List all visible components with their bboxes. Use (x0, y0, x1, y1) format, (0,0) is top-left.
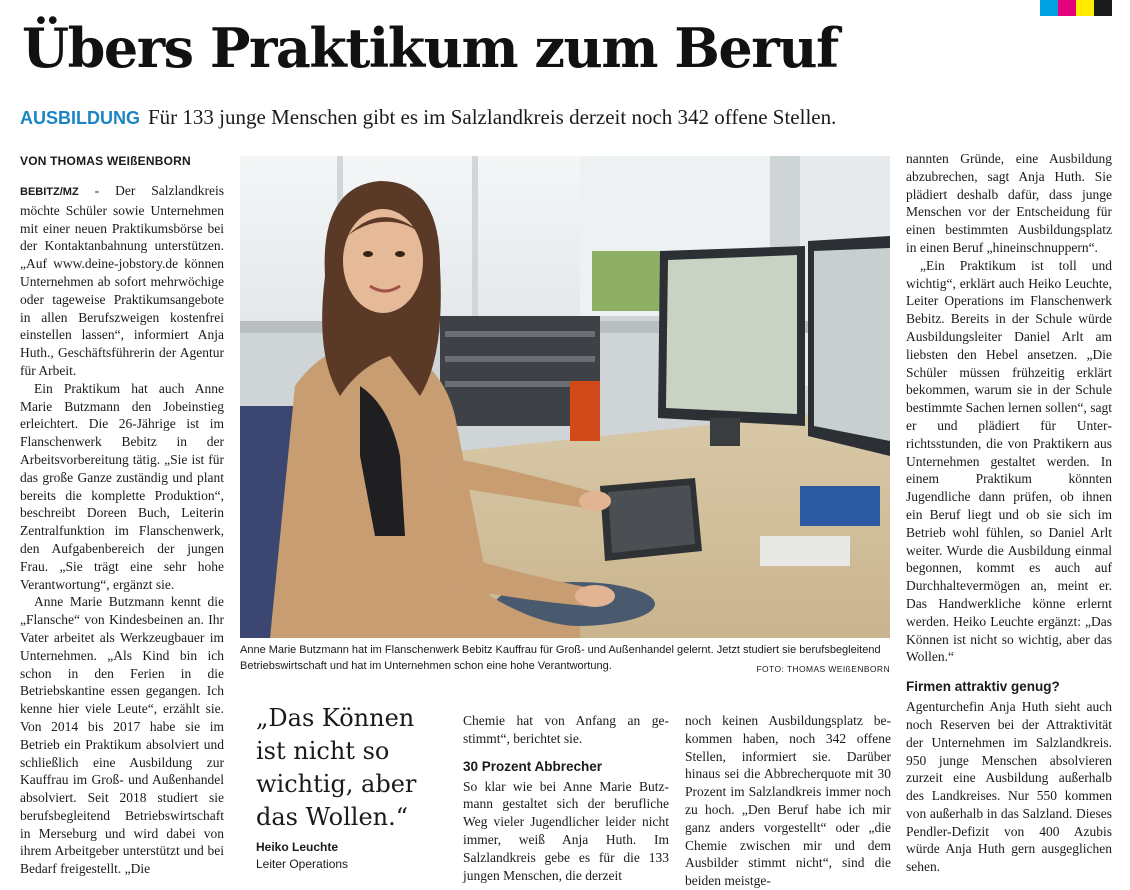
paragraph: Agenturchefin Anja Huth sieht auch noch Reserven bei der Attraktivität der Unternehmen im Salzlandkreis. 950 junge Menschen absolvieren zurzeit eine Ausbildung außerhalb des Landkreises. Nur 550 kommen von außerhalb in das Salzland. Dieses Pendler-Defizit von 400 Azubis würde Anja Huth gern ausgeglichen sehen. (906, 699, 1112, 875)
paragraph: Ein Praktikum hat auch Anne Marie Butzmann den Jobeinstieg erleichtert. Die 26-Jährige ist im Flanschenwerk Bebitz in der Arbeitsvorbereitung tätig. „Sie ist für das große Ganze zuständig und plant bereits die komplette Produktion“, beschreibt Doreen Buch, Leiterin Zentralfunktion im Flanschenwerk, den Aufgabenbereich der jungen Frau. „Sie trägt eine sehr hohe Verantwortung“, ergänzt sie. (20, 380, 224, 592)
office-scene-image (240, 156, 890, 638)
column-3 (463, 712, 669, 884)
photo-caption-text: Anne Marie Butzmann hat im Flanschenwerk Bebitz Kauffrau für Groß- und Außenhandel gelernt. Jetzt studiert sie berufsbegleitend Betriebswirtschaft und hat im Unternehmen schon eine hohe Verantwortung. (240, 644, 881, 672)
section-subhead: Firmen attraktiv genug? (906, 679, 1060, 695)
paragraph: „Ein Praktikum ist toll und wichtig“, erklärt auch Heiko Leuchte, Leiter Operations im Flanschenwerk Bebitz. Bereits in der Schule würde Ausbildungsleiter Daniel Arlt am liebsten den Hebel ansetzen. „Die Schüler müssen frühzeitig erklärt bekommen, warum sie in der Schule bestimmte Sachen lernen sollen“, sagt er und plädiert für Unterrichtsstunden, die von Praktikern aus Unternehmen gestaltet werden. In einem Praktikum könnten Jugendliche dann prüfen, ob ihnen ein Beruf liegt und ob sie sich im Betrieb wohl fühlen, so Daniel Arlt weiter. Wurde die Ausbildung einmal begonnen, kommt es auch auf Durchhaltevermögen an, meint er. Das Handwerkliche könne erlernt werden. Heiko Leuchte ergänzt: „Das Können ist nicht so wichtig, aber das Wollen.“ (906, 257, 1112, 665)
magenta-swatch (1058, 0, 1076, 16)
article-photo (240, 156, 890, 638)
dateline: BEBITZ/MZ (20, 186, 79, 198)
byline: VON THOMAS WEIßENBORN (20, 154, 191, 168)
photo-caption (240, 642, 890, 677)
column-5 (906, 150, 1112, 876)
yellow-swatch (1076, 0, 1094, 16)
print-color-bar (1040, 0, 1112, 16)
paragraph: Chemie hat von Anfang an gestimmt“, berichtet sie. (463, 713, 669, 746)
cyan-swatch (1040, 0, 1058, 16)
subheadline-text: Für 133 junge Menschen gibt es im Salzlandkreis derzeit noch 342 offene Stellen. (148, 105, 837, 129)
paragraph: Anne Marie Butzmann kennt die „Flansche“ von Kindesbeinen an. Ihr Vater arbeitet als Werkzeugbauer im Unternehmen. „Als Kind bin ich schon in den Ferien in die Betriebskantine essen gegangen. Ich kenne hier viele Leute“, erzählt sie. Von 2014 bis 2017 habe sie im Betrieb ein Praktikum absolviert und schließlich eine Ausbildung zur Kauffrau im Groß- und Außenhandel absolviert. Seit 2018 studiert sie berufsbegleitend Betriebswirtschaft in Merseburg und wird dabei von ihrem Arbeitgeber unterstützt und bei Bedarf freigestellt. „Die (20, 594, 224, 877)
headline: Übers Praktikum zum Beruf (22, 16, 838, 80)
paragraph: So klar wie bei Anne Marie Butzmann gestaltet sich der berufliche Weg vieler Jugendlicher leider nicht immer, weiß Anja Huth. Im Salzlandkreis gebe es für die 133 jungen Menschen, die derzeit (463, 778, 669, 883)
section-subhead: 30 Prozent Abbrecher (463, 758, 603, 774)
paragraph: noch keinen Ausbildungsplatz bekommen haben, noch 342 offene Stellen, informiert sie. Darüber hinaus sei die Abbrecherquote mit 30 Prozent im Salzlandkreis immer noch zu hoch. „Den Beruf habe ich mir ganz anders vorgestellt“ oder „die Chemie zwischen mir und dem Ausbilder stimmt nicht“, sind die beiden meistge- (685, 713, 891, 889)
subheadline (20, 104, 836, 131)
column-4 (685, 712, 891, 890)
black-swatch (1094, 0, 1112, 16)
paragraph: nannten Gründe, eine Ausbildung abzubrechen, sagt Anja Huth. Sie plädiert deshalb dafür, dass junge Menschen vor der Entscheidung für einen bestimmten Ausbildungsplatz in einen Beruf „hineinschnuppern“. (906, 151, 1112, 255)
pull-quote: „Das Können ist nicht so wichtig, aber das Wollen.“ (256, 704, 417, 831)
column-1 (20, 182, 224, 878)
photo-credit: FOTO: THOMAS WEIßENBORN (756, 664, 890, 674)
kicker: AUSBILDUNG (20, 108, 140, 128)
quote-name: Heiko Leuchte (256, 840, 339, 854)
paragraph: BEBITZ/MZ - Der Salzlandkreis möchte Schüler sowie Unternehmen mit einer neuen Praktikumsbörse bei der Kontaktanbahnung unterstützen. „Auf www.deine-jobstory.de können Unternehmen ab sofort mehrwöchige oder tageweise Praktikumsangebote in allen Berufszweigen kostenfrei einstellen lassen“, informiert Anja Huth., Geschäftsführerin der Agentur für Arbeit. (20, 183, 224, 378)
quote-role: Leiter Operations (256, 857, 349, 871)
